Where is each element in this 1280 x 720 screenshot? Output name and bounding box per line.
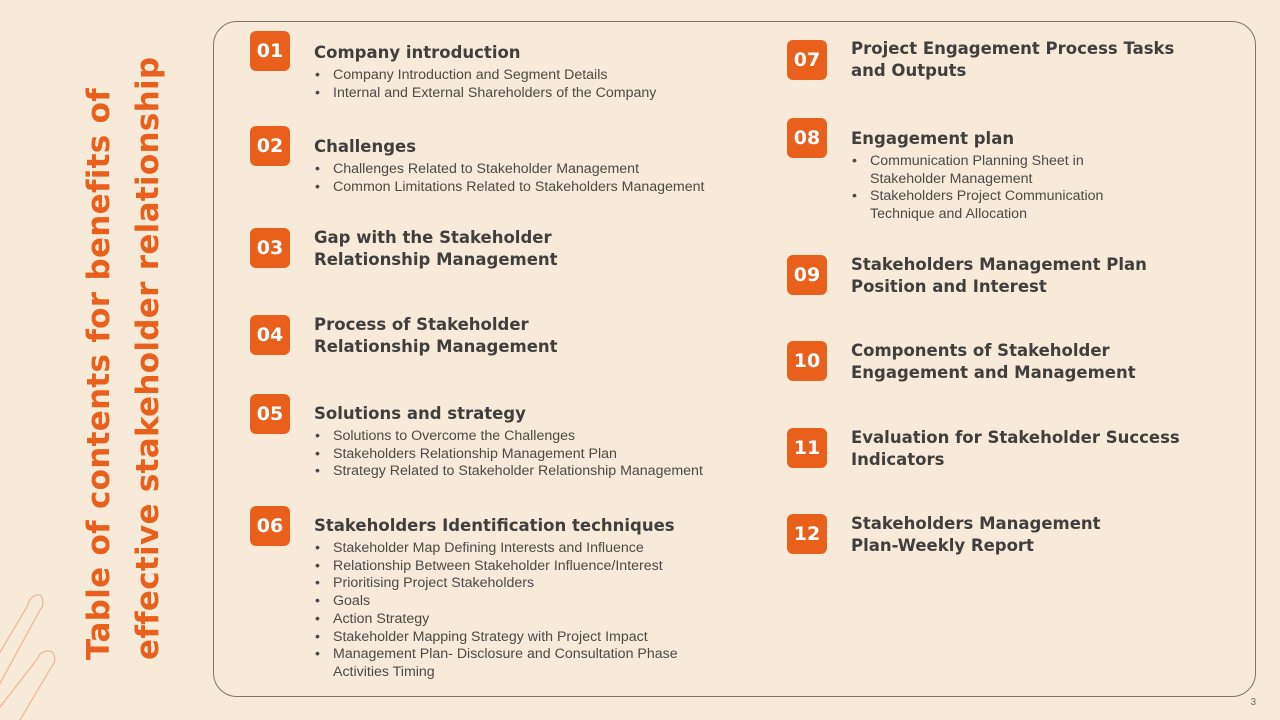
item-heading: Stakeholders Management Plan Position and Interest	[851, 255, 1147, 296]
item-bullets	[314, 428, 703, 481]
item-heading: Project Engagement Process Tasks and Outputs	[851, 39, 1175, 80]
item-bullets	[314, 161, 704, 196]
bullet-item: • Goals	[314, 593, 678, 611]
item-number-badge: 07	[787, 40, 827, 80]
item-heading: Stakeholders Management Plan-Weekly Report	[851, 514, 1101, 555]
item-heading: Engagement plan	[851, 129, 1015, 148]
bullet-item: • Solutions to Overcome the Challenges	[314, 428, 703, 446]
item-heading: Stakeholders Identification techniques	[314, 516, 675, 535]
bullet-item: • Stakeholders Relationship Management Plan	[314, 446, 703, 464]
bullet-item: • Company Introduction and Segment Details	[314, 67, 656, 85]
bullet-item: • Stakeholder Map Defining Interests and Influence	[314, 540, 678, 558]
item-number-badge: 01	[250, 31, 290, 71]
page-title-line-1: Table of contents for benefits of	[81, 87, 117, 660]
item-number-badge: 03	[250, 228, 290, 268]
page-title-line-2: effective stakeholder relationship	[130, 56, 166, 660]
item-bullets	[851, 153, 1103, 224]
item-number-badge: 09	[787, 255, 827, 295]
item-number-badge: 10	[787, 341, 827, 381]
bullet-item: • Action Strategy	[314, 611, 678, 629]
bullet-item: • Stakeholder Mapping Strategy with Project Impact	[314, 629, 678, 647]
item-number-badge: 06	[250, 506, 290, 546]
item-number-badge: 12	[787, 514, 827, 554]
bullet-item: • Communication Planning Sheet in Stakeholder Management	[851, 153, 1103, 188]
item-heading: Gap with the Stakeholder Relationship Management	[314, 228, 558, 269]
item-heading: Company introduction	[314, 43, 521, 62]
item-number-badge: 05	[250, 394, 290, 434]
bullet-item: • Prioritising Project Stakeholders	[314, 575, 678, 593]
bullet-item: • Management Plan- Disclosure and Consultation Phase Activities Timing	[314, 646, 678, 681]
item-heading: Challenges	[314, 137, 417, 156]
item-number-badge: 02	[250, 126, 290, 166]
item-heading: Evaluation for Stakeholder Success Indicators	[851, 428, 1180, 469]
item-bullets	[314, 540, 678, 682]
bullet-item: • Internal and External Shareholders of the Company	[314, 85, 656, 103]
bullet-item: • Strategy Related to Stakeholder Relationship Management	[314, 463, 703, 481]
bullet-item: • Common Limitations Related to Stakeholders Management	[314, 179, 704, 197]
item-bullets	[314, 67, 656, 102]
decorative-curves	[0, 570, 70, 720]
bullet-item: • Relationship Between Stakeholder Influence/Interest	[314, 558, 678, 576]
item-number-badge: 04	[250, 315, 290, 355]
item-number-badge: 08	[787, 118, 827, 158]
page-title	[75, 56, 173, 660]
page-number: 3	[1250, 697, 1256, 708]
item-heading: Process of Stakeholder Relationship Management	[314, 315, 558, 356]
item-heading: Components of Stakeholder Engagement and Management	[851, 341, 1136, 382]
item-number-badge: 11	[787, 428, 827, 468]
item-heading: Solutions and strategy	[314, 404, 526, 423]
bullet-item: • Challenges Related to Stakeholder Management	[314, 161, 704, 179]
bullet-item: • Stakeholders Project Communication Technique and Allocation	[851, 188, 1103, 223]
